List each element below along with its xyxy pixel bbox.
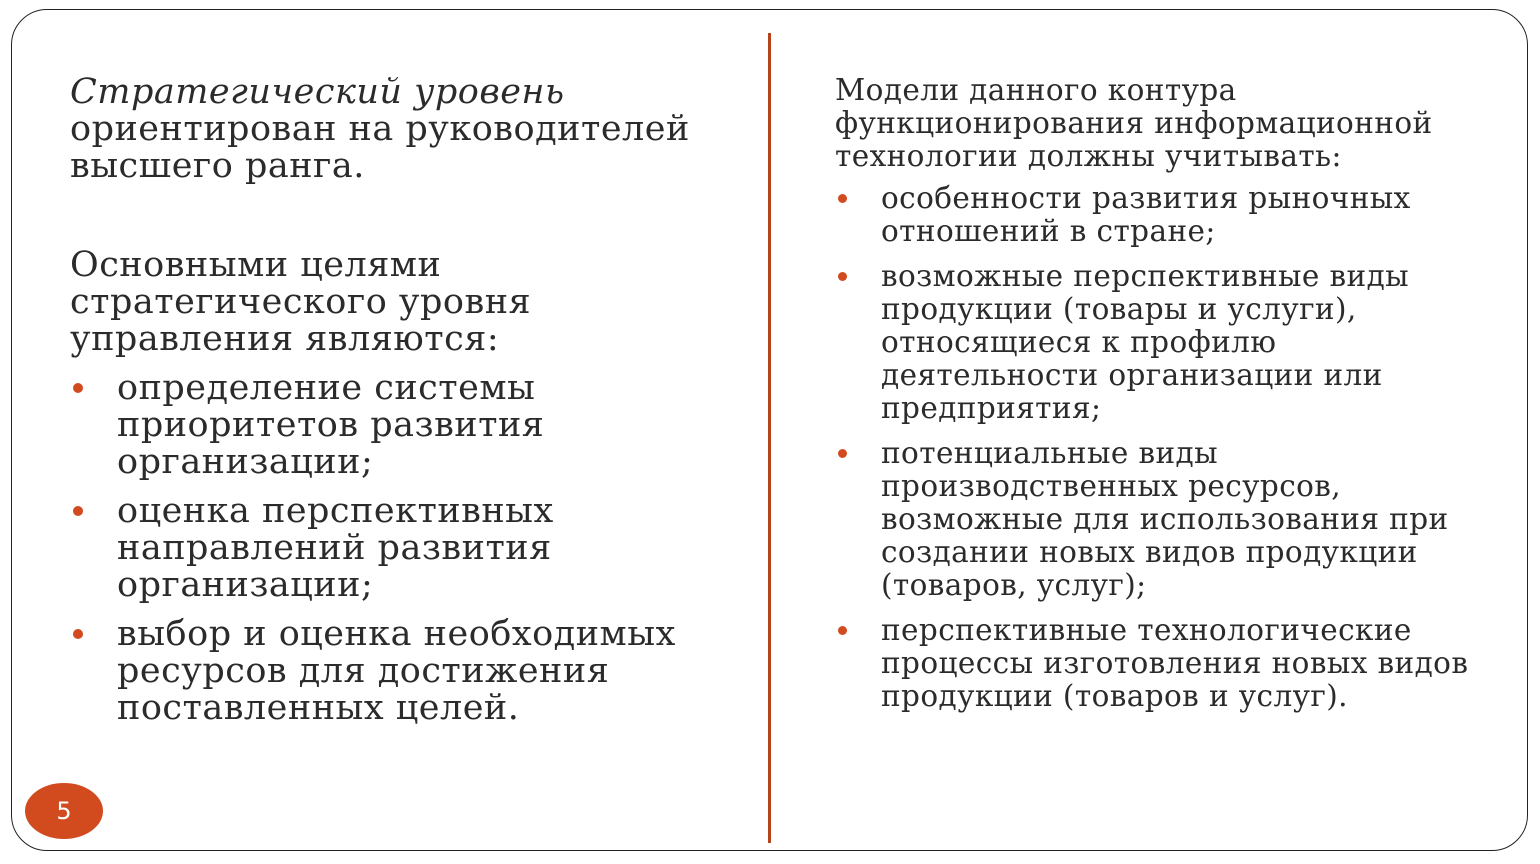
list-item-text: оценка перспективных направлений развития организации; <box>117 491 554 605</box>
list-item-text: выбор и оценка необходимых ресурсов для достижения поставленных целей. <box>117 614 676 728</box>
list-item <box>70 616 750 727</box>
list-item-text: возможные перспективные виды продукции (товары и услуги), относящиеся к профилю деятельности организации или предприятия; <box>881 259 1410 425</box>
column-divider <box>768 33 771 843</box>
list-item <box>835 260 1500 425</box>
bullet-dot-icon <box>838 449 847 458</box>
goals-list <box>70 370 750 727</box>
models-heading: Модели данного контура функционирования информационной технологии должны учитывать: <box>835 73 1433 173</box>
left-column <box>70 74 750 727</box>
right-column <box>835 74 1500 713</box>
bullet-dot-icon <box>838 272 847 281</box>
intro-text: ориентирован на руководителей высшего ранга. <box>70 109 690 186</box>
bullet-dot-icon <box>73 506 83 516</box>
list-item-text: особенности развития рыночных отношений в стране; <box>881 181 1411 248</box>
list-item <box>835 182 1500 248</box>
strategic-level-intro <box>70 74 750 185</box>
considerations-list <box>835 182 1500 713</box>
bullet-dot-icon <box>73 383 83 393</box>
intro-italic-term: Стратегический уровень <box>70 72 565 112</box>
list-item <box>835 614 1500 713</box>
goals-heading: Основными целями стратегического уровня управления являются: <box>70 245 532 359</box>
list-item-text: потенциальные виды производственных ресурсов, возможные для использования при создании новых видов продукции (товаров, услуг); <box>881 436 1449 602</box>
list-item-text: перспективные технологические процессы изготовления новых видов продукции (товаров и услуг). <box>881 613 1469 713</box>
bullet-dot-icon <box>838 194 847 203</box>
bullet-dot-icon <box>73 629 83 639</box>
list-item <box>70 370 750 481</box>
bullet-dot-icon <box>838 626 847 635</box>
list-item <box>70 493 750 604</box>
page-number-badge: 5 <box>25 783 103 839</box>
list-item <box>835 437 1500 602</box>
list-item-text: определение системы приоритетов развития организации; <box>117 368 545 482</box>
